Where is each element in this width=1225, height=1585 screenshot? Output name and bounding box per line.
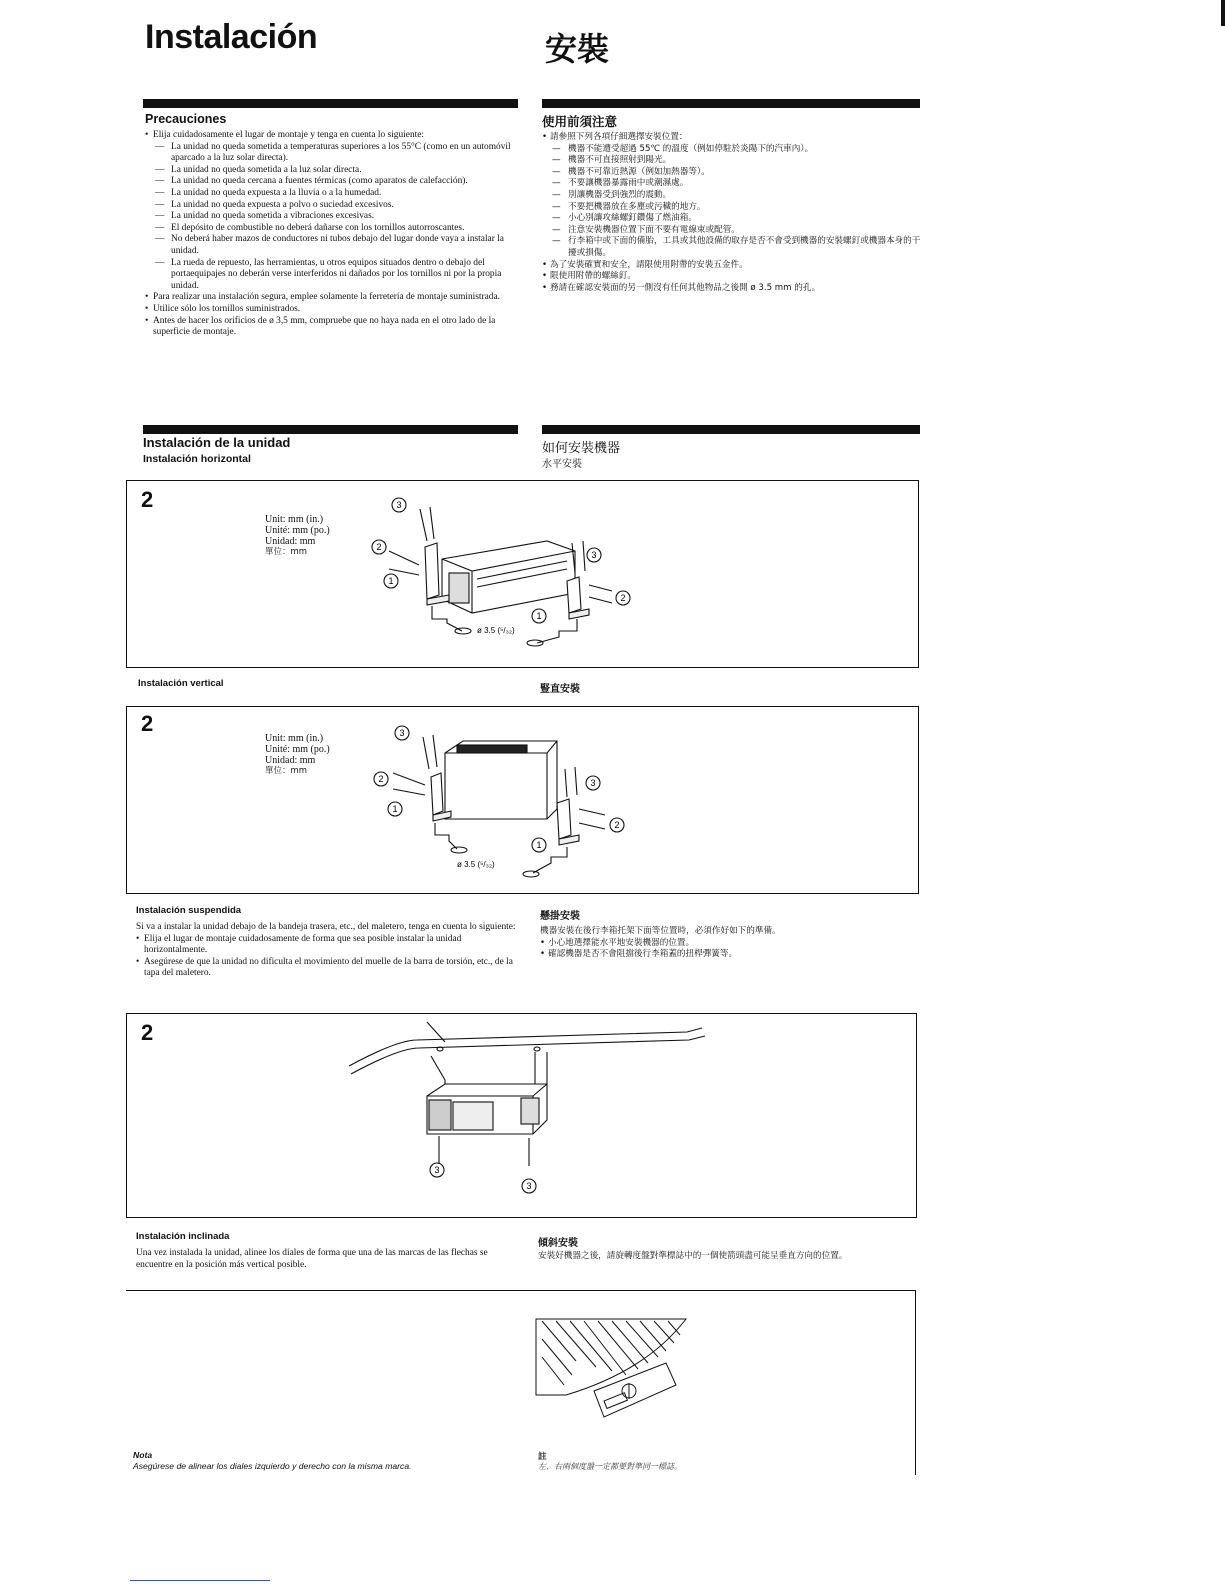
list-item: — La unidad no queda sometida a la luz solar directa. bbox=[145, 165, 517, 177]
horizontal-install-title-zh: 水平安裝 bbox=[542, 459, 582, 470]
bottom-underline-link bbox=[130, 1580, 270, 1581]
unit-install-title-zh: 如何安裝機器 bbox=[542, 441, 621, 456]
section-bar-precautions-zh bbox=[542, 99, 920, 108]
callout-3: 3 bbox=[434, 1165, 440, 1175]
inclined-install-title-zh: 傾斜安裝 bbox=[538, 1238, 578, 1249]
horizontal-diagram-box bbox=[126, 480, 919, 668]
inclined-text-es: Una vez instalada la unidad, alinee los diales de forma que una de las marcas de las flechas se encuentre en la posición más vertical posible. bbox=[136, 1248, 488, 1270]
list-item: — 不要讓機器暴露雨中或潮濕處。 bbox=[542, 178, 922, 190]
list-item: • Antes de hacer los orificios de ø 3,5 mm, compruebe que no haya nada en el otro lado de la superficie de montaje. bbox=[145, 316, 517, 339]
callout-3: 3 bbox=[590, 778, 596, 788]
precautions-title-zh: 使用前須注意 bbox=[542, 114, 618, 129]
list-item: — No deberá haber mazos de conductores ni tubos debajo del lugar donde vaya a instalar la unidad. bbox=[145, 234, 517, 257]
list-item: — 不要把機器放在多塵或污穢的地方。 bbox=[542, 202, 922, 214]
units-legend: Unit: mm (in.) Unité: mm (po.) Unidad: mm 單位：mm bbox=[265, 733, 330, 776]
list-item: — 機器不可靠近熱源（例如加熱器等）。 bbox=[542, 167, 922, 179]
callout-1: 1 bbox=[536, 611, 542, 621]
step-number: 2 bbox=[141, 711, 154, 736]
note-label-zh: 註 bbox=[538, 1452, 547, 1462]
vertical-diagram-box bbox=[126, 706, 919, 894]
list-item: • Elija el lugar de montaje cuidadosamente de forma que sea posible instalar la unidad horizontalmente. bbox=[136, 934, 516, 957]
section-bar-precautions-es bbox=[143, 99, 518, 108]
list-item: — La unidad no queda sometida a vibraciones excesivas. bbox=[145, 211, 517, 223]
suspended-diagram-box bbox=[126, 1013, 917, 1218]
page-title-zh: 安裝 bbox=[545, 30, 610, 68]
section-bar-unit-zh bbox=[542, 425, 920, 434]
callout-1: 1 bbox=[536, 840, 542, 850]
callout-2: 2 bbox=[614, 820, 620, 830]
suspended-install-illustration bbox=[127, 1014, 916, 1217]
callout-2: 2 bbox=[620, 593, 626, 603]
list-item: — La unidad no queda expuesta a polvo o suciedad excesivos. bbox=[145, 200, 517, 212]
list-item: — 機器不能遭受超過 55℃ 的溫度（例如停駐於炎陽下的汽車內）。 bbox=[542, 144, 922, 156]
list-item: • Para realizar una instalación segura, emplee solamente la ferretería de montaje suministrada. bbox=[145, 292, 517, 304]
list-item: • 確認機器是否不會阻擋後行李箱蓋的扭桿彈簧等。 bbox=[540, 949, 920, 961]
list-item: — La rueda de repuesto, las herramientas, u otros equipos situados dentro o debajo del portaequipajes no deberán verse interferidos ni dañados por los tornillos ni por la propia unidad. bbox=[145, 258, 517, 293]
suspended-install-title-es: Instalación suspendida bbox=[136, 905, 242, 916]
precautions-list-zh bbox=[542, 132, 922, 294]
step-number: 2 bbox=[141, 487, 154, 512]
section-bar-unit-es bbox=[143, 425, 518, 434]
inclined-text-zh: 安裝好機器之後，請旋轉度盤對準標誌中的一個使箭頭盡可能呈垂直方向的位置。 bbox=[538, 1251, 848, 1261]
inclined-install-title-es: Instalación inclinada bbox=[136, 1231, 230, 1242]
callout-1: 1 bbox=[388, 576, 394, 586]
list-item: — 行李箱中或下面的備胎，工具或其他設備的取存是否不會受到機器的安裝螺釘或機器本身的干擾或損傷。 bbox=[542, 236, 922, 259]
vertical-install-title-zh: 豎直安裝 bbox=[540, 684, 580, 695]
page-title-es: Instalación bbox=[145, 18, 318, 56]
list-item: • 為了安裝確實和安全，請限使用附帶的安裝五金件。 bbox=[542, 260, 922, 272]
callout-3: 3 bbox=[399, 728, 405, 738]
list-item: — 機器不可直接照射到陽光。 bbox=[542, 155, 922, 167]
list-item: — 注意安裝機器位置下面不要有電線束或配管。 bbox=[542, 225, 922, 237]
precautions-title-es: Precauciones bbox=[145, 112, 227, 126]
inclined-diagram-box bbox=[126, 1290, 916, 1475]
vertical-install-title-es: Instalación vertical bbox=[138, 678, 224, 689]
callout-1: 1 bbox=[392, 804, 398, 814]
inclined-install-illustration bbox=[126, 1291, 915, 1475]
suspended-text-es: Si va a instalar la unidad debajo de la bandeja trasera, etc., del maletero, tenga en cuenta lo siguiente: • Elija el lugar de montaje cuidadosamente de forma que sea posible instalar la unidad horizontalmente. • Asegúrese de que la unidad no dificulta el movimiento del muelle de la barra de torsión, etc., de la tapa del maletero. bbox=[136, 922, 516, 980]
horizontal-install-title-es: Instalación horizontal bbox=[143, 453, 251, 465]
page-edge-mark bbox=[1221, 0, 1225, 26]
list-item: — La unidad no queda expuesta a la lluvia o a la humedad. bbox=[145, 188, 517, 200]
suspended-install-title-zh: 懸掛安裝 bbox=[540, 911, 580, 922]
step-number: 2 bbox=[141, 1020, 154, 1045]
list-item: • Utilice sólo los tornillos suministrados. bbox=[145, 304, 517, 316]
list-item: • 小心地選擇能水平地安裝機器的位置。 bbox=[540, 938, 920, 950]
callout-3: 3 bbox=[526, 1181, 532, 1191]
list-item: • 務請在確認安裝面的另一側沒有任何其他物品之後開 ø 3.5 mm 的孔。 bbox=[542, 283, 922, 295]
list-item: — El depósito de combustible no deberá dañarse con los tornillos autorroscantes. bbox=[145, 223, 517, 235]
hole-diameter-label: ø 3.5 (⁵/₃₂) bbox=[477, 626, 515, 635]
note-label-es: Nota bbox=[133, 1450, 153, 1460]
hole-diameter-label: ø 3.5 (⁵/₃₂) bbox=[457, 860, 495, 869]
list-item: — La unidad no queda cercana a fuentes térmicas (como aparatos de calefacción). bbox=[145, 176, 517, 188]
callout-3: 3 bbox=[591, 550, 597, 560]
note-text-es: Asegúrese de alinear los diales izquierdo y derecho con la misma marca. bbox=[133, 1461, 412, 1471]
list-item: • 請參照下列各項仔細選擇安裝位置： bbox=[542, 132, 922, 144]
list-item: — 別讓機器受到強烈的震動。 bbox=[542, 190, 922, 202]
list-item: • Asegúrese de que la unidad no dificulta el movimiento del muelle de la barra de torsión, etc., de la tapa del maletero. bbox=[136, 957, 516, 980]
vertical-install-illustration bbox=[127, 707, 918, 893]
note-text-zh: 左、右兩個度盤一定都要對準同一標誌。 bbox=[538, 1462, 682, 1471]
units-legend: Unit: mm (in.) Unité: mm (po.) Unidad: mm 單位：mm bbox=[265, 514, 330, 557]
suspended-text-zh: 機器安裝在後行李箱托架下面等位置時，必須作好如下的準備。 • 小心地選擇能水平地安裝機器的位置。 • 確認機器是否不會阻擋後行李箱蓋的扭桿彈簧等。 bbox=[540, 926, 920, 961]
callout-2: 2 bbox=[376, 542, 382, 552]
unit-install-title-es: Instalación de la unidad bbox=[143, 435, 291, 450]
callout-3: 3 bbox=[396, 500, 402, 510]
list-item: — 小心別讓攻絲螺釘鑽傷了燃油箱。 bbox=[542, 213, 922, 225]
list-item: — La unidad no queda sometida a temperaturas superiores a los 55°C (como en un automóvil aparcado a la luz solar directa). bbox=[145, 142, 517, 165]
precautions-list-es bbox=[145, 130, 517, 339]
list-item: • 限使用附帶的螺絲釘。 bbox=[542, 271, 922, 283]
list-item: • Elija cuidadosamente el lugar de montaje y tenga en cuenta lo siguiente: bbox=[145, 130, 517, 142]
callout-2: 2 bbox=[378, 774, 384, 784]
horizontal-install-illustration bbox=[127, 481, 918, 667]
